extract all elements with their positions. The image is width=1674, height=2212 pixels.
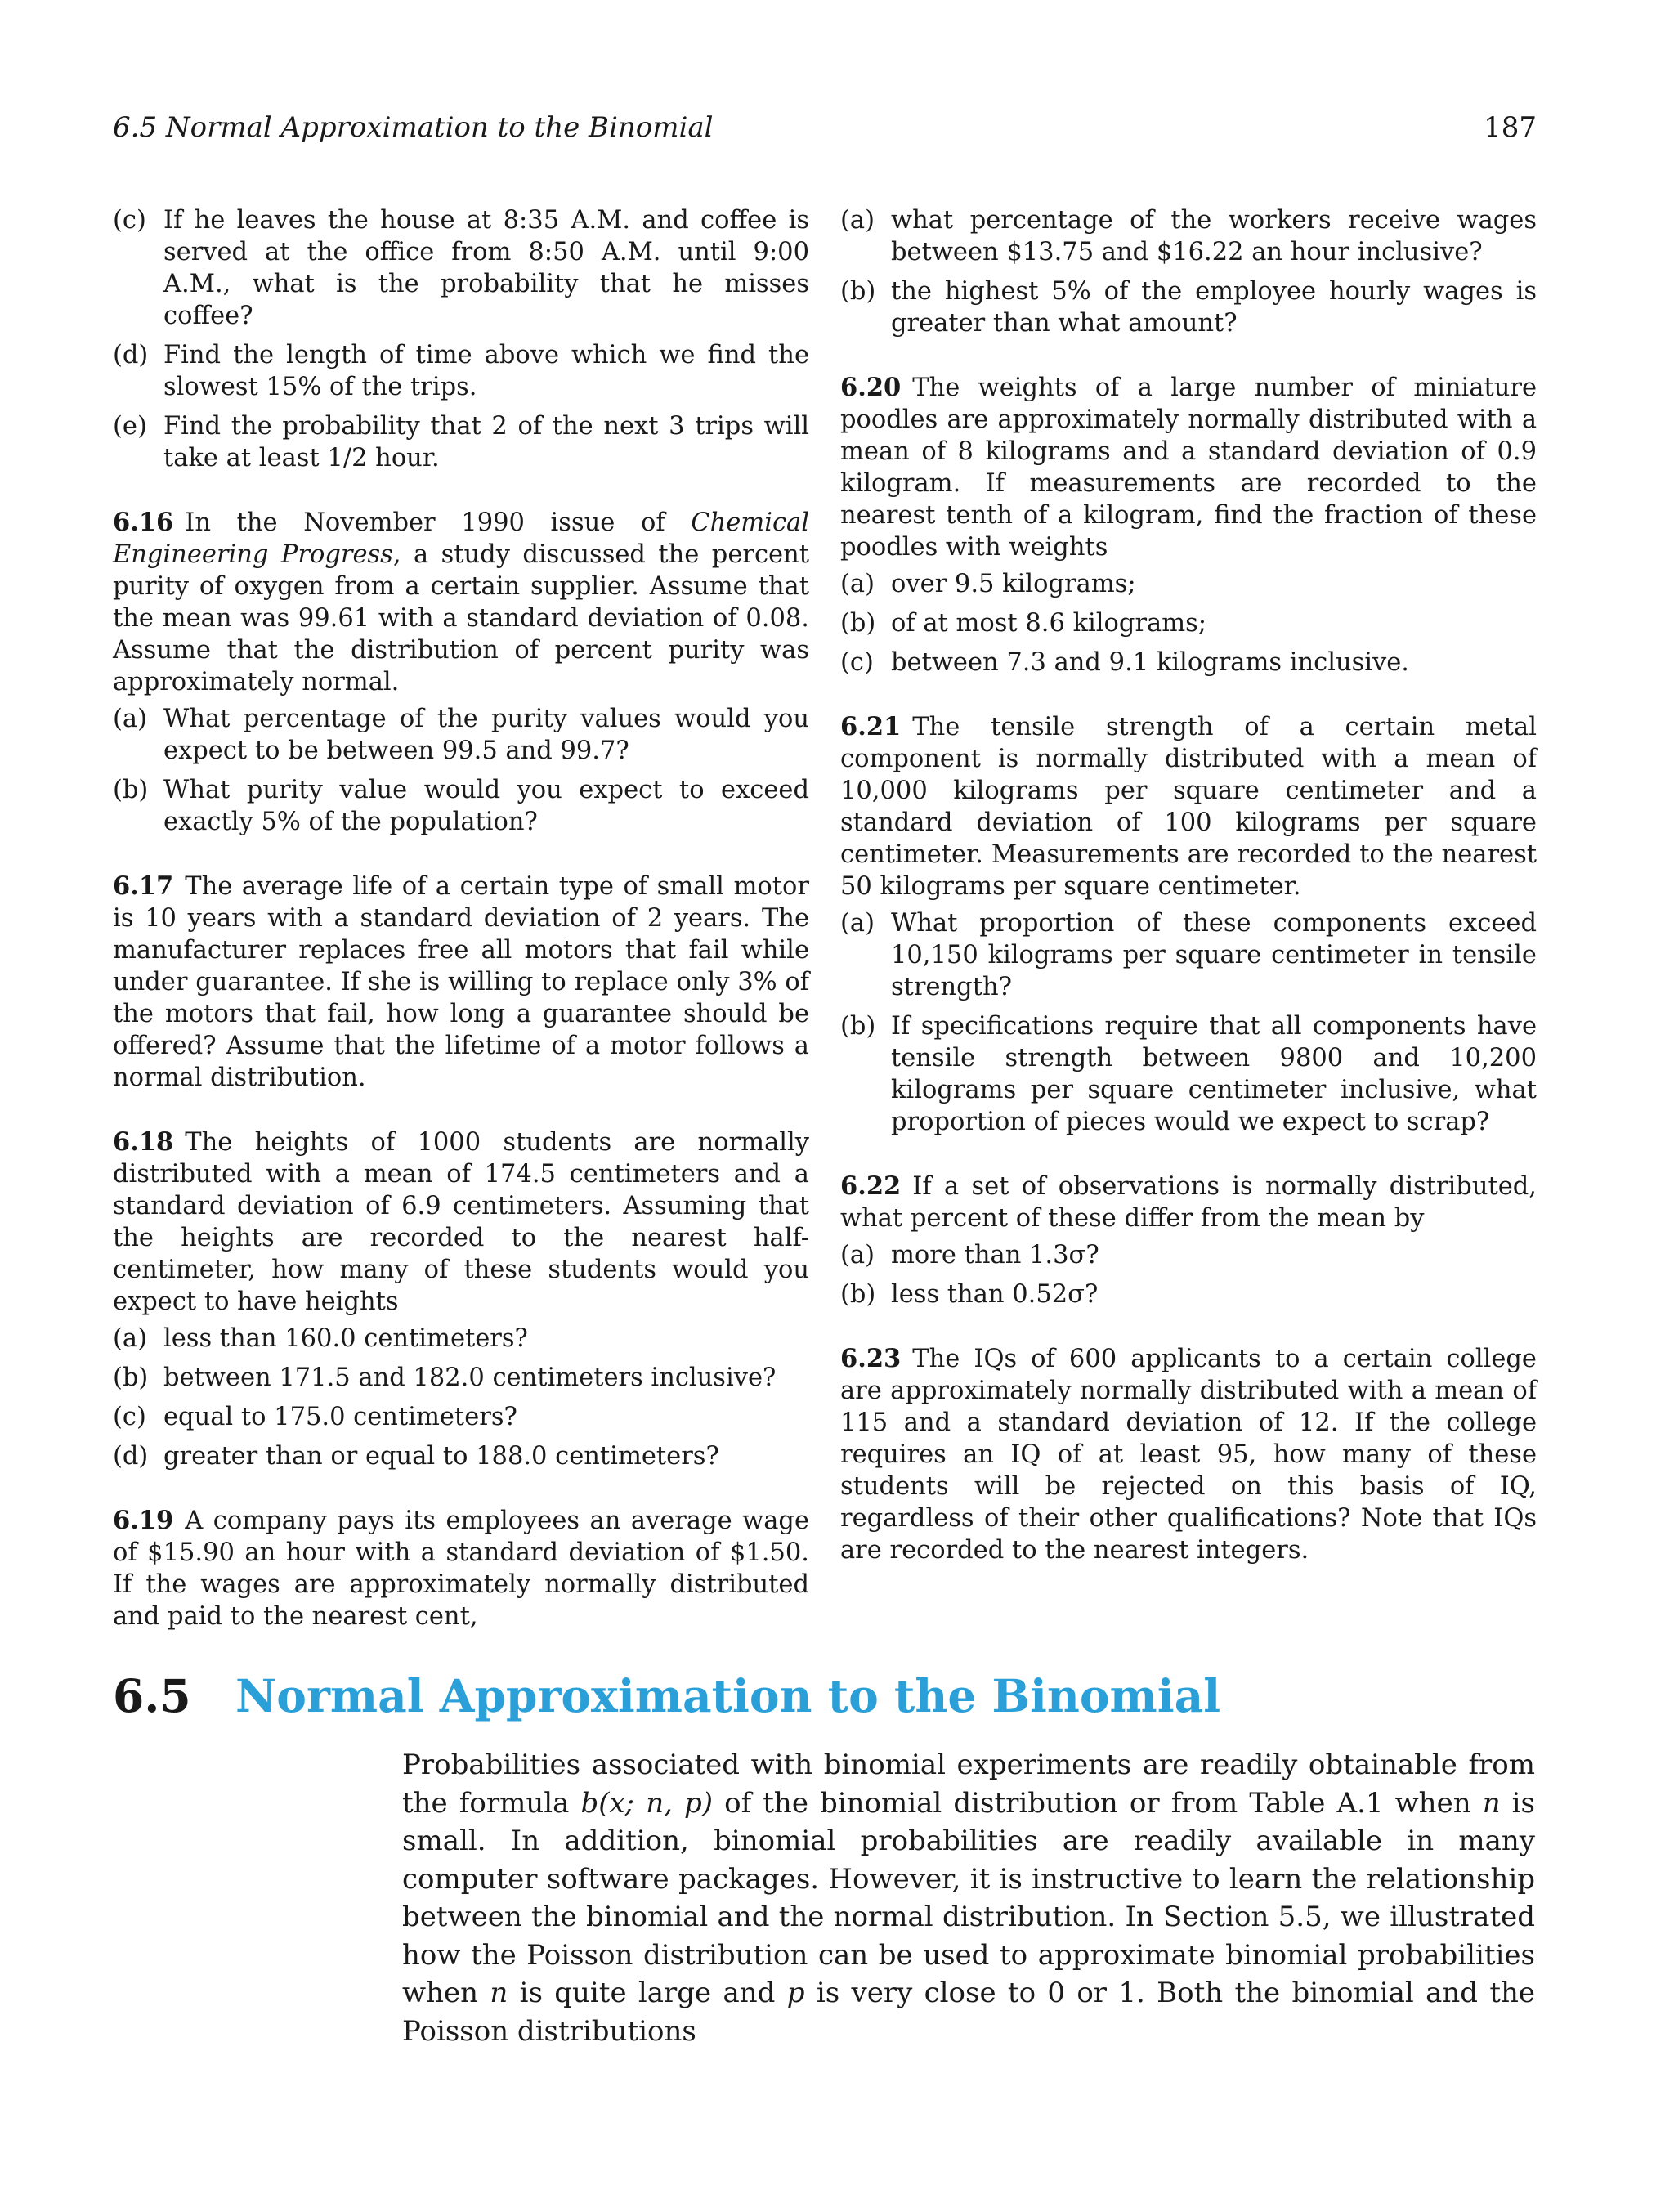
exercise-number: 6.17 [113,871,174,901]
body-paragraph: Probabilities associated with binomial experiments are readily obtainable from the formula b(x; n, p) of the binomial distribution or from Table A.1 when n is small. In addition, binomial probabilities are readily available in many computer software packages. However, it is instructive to learn the relationship between the binomial and the normal distribution. In Section 5.5, we illustrated how the Poisson distribution can be used to approximate binomial probabilities when n is quite large and p is very close to 0 or 1. Both the binomial and the Poisson distributions [402,1749,1536,2048]
exercise-items [840,1239,1537,1310]
list-item: (b) of at most 8.6 kilograms; [840,609,1207,638]
exercise-6-19 [113,1505,809,1632]
exercise-text: 6.16 In the November 1990 issue of Chemical Engineering Progress, a study discussed the percent purity of oxygen from a certain supplier. Assume that the mean was 99.61 with a standard deviation of 0.08. Assume that the distribution of percent purity was approximately normal. [113,508,809,696]
journal-title: Chemical Engineering Progress [113,508,809,569]
exercise-6-21 [840,711,1537,1138]
list-item: (a) What percentage of the purity values would you expect to be between 99.5 and 99.7? [113,705,809,765]
math-var: p [786,1977,805,2009]
exercise-6-23 [840,1343,1537,1566]
list-item: (c) between 7.3 and 9.1 kilograms inclusive. [840,648,1409,677]
section-heading [113,1669,1537,1722]
continued-items-6-19 [840,204,1537,339]
exercise-items [840,568,1537,678]
exercise-items [113,1323,809,1472]
math-var: n [1482,1786,1501,1820]
exercise-text: 6.20 The weights of a large number of miniature poodles are approximately normally distributed with a mean of 8 kilograms and a standard deviation of 0.9 kilogram. If measurements are recorded to the nearest tenth of a kilogram, find the fraction of these poodles with weights [840,373,1537,562]
list-item: (e) Find the probability that 2 of the next 3 trips will take at least 1/2 hour. [113,412,809,472]
running-head [113,111,1537,152]
list-item: (c) If he leaves the house at 8:35 A.M. and coffee is served at the office from 8:50 A.M. until 9:00 A.M., what is the probability that he misses coffee? [113,206,809,330]
list-item: (d) greater than or equal to 188.0 centimeters? [113,1442,719,1471]
continued-items-6-15 [113,204,809,474]
list-item: (a) less than 160.0 centimeters? [113,1324,528,1353]
list-item: (b) the highest 5% of the employee hourly wages is greater than what amount? [840,277,1537,338]
exercise-text: 6.22 If a set of observations is normally distributed, what percent of these differ from the mean by [840,1171,1537,1233]
list-item: (b) If specifications require that all components have tensile strength between 9800 and 10,200 kilograms per square centimeter inclusive, what proportion of pieces would we expect to scrap? [840,1012,1537,1136]
list-item: (a) more than 1.3σ? [840,1241,1099,1269]
exercise-number: 6.23 [840,1344,902,1373]
exercise-number: 6.22 [840,1171,902,1201]
section-title: Normal Approximation to the Binomial [235,1669,1221,1722]
exercise-text: 6.18 The heights of 1000 students are normally distributed with a mean of 174.5 centimeters and a standard deviation of 6.9 centimeters. Assuming that the heights are recorded to the nearest half-centimeter, how many of these students would you expect to have heights [113,1127,809,1316]
list-item: (b) less than 0.52σ? [840,1280,1099,1309]
list-item: (a) over 9.5 kilograms; [840,570,1136,598]
exercise-text: 6.21 The tensile strength of a certain metal component is normally distributed with a mean of 10,000 kilograms per square centimeter and a standard deviation of 100 kilograms per square centimeter. Measurements are recorded to the nearest 50 kilograms per square centimeter. [840,712,1537,901]
exercise-text: 6.23 The IQs of 600 applicants to a certain college are approximately normally distributed with a mean of 115 and a standard deviation of 12. If the college requires an IQ of at least 95, how many of these students will be rejected on this basis of IQ, regardless of their other qualifications? Note that IQs are recorded to the nearest integers. [840,1344,1537,1565]
exercise-text: 6.19 A company pays its employees an average wage of $15.90 an hour with a standard deviation of $1.50. If the wages are approximately normally distributed and paid to the nearest cent, [113,1506,809,1631]
list-item: (d) Find the length of time above which we find the slowest 15% of the trips. [113,341,809,401]
page-number: 187 [1484,111,1537,144]
exercise-number: 6.19 [113,1506,174,1535]
section-body [402,1746,1535,2050]
right-column [840,204,1537,1599]
exercise-6-22 [840,1171,1537,1310]
binomial-formula: b(x; n, p) [580,1786,714,1820]
exercise-items [840,907,1537,1138]
exercise-number: 6.20 [840,373,902,402]
left-column [113,204,809,1665]
list-item: (c) equal to 175.0 centimeters? [113,1403,517,1431]
exercise-number: 6.16 [113,508,174,537]
exercise-items [113,703,809,838]
list-item: (b) between 171.5 and 182.0 centimeters inclusive? [113,1363,777,1392]
exercise-number: 6.21 [840,712,902,741]
exercise-text: 6.17 The average life of a certain type of small motor is 10 years with a standard deviation of 2 years. The manufacturer replaces free all motors that fail while under guarantee. If she is willing to replace only 3% of the motors that fail, how long a guarantee should be offered? Assume that the lifetime of a motor follows a normal distribution. [113,871,809,1092]
exercise-number: 6.18 [113,1127,174,1157]
running-title: 6.5 Normal Approximation to the Binomial [113,111,714,144]
exercise-6-17 [113,871,809,1094]
exercise-6-16 [113,507,809,838]
list-item: (a) what percentage of the workers receive wages between $13.75 and $16.22 an hour inclusive? [840,206,1537,266]
math-var: n [490,1977,508,2009]
exercise-6-18 [113,1126,809,1472]
list-item: (a) What proportion of these components exceed 10,150 kilograms per square centimeter in tensile strength? [840,909,1537,1001]
section-number: 6.5 [113,1669,191,1722]
list-item: (b) What purity value would you expect to exceed exactly 5% of the population? [113,776,809,836]
exercise-6-20 [840,372,1537,678]
